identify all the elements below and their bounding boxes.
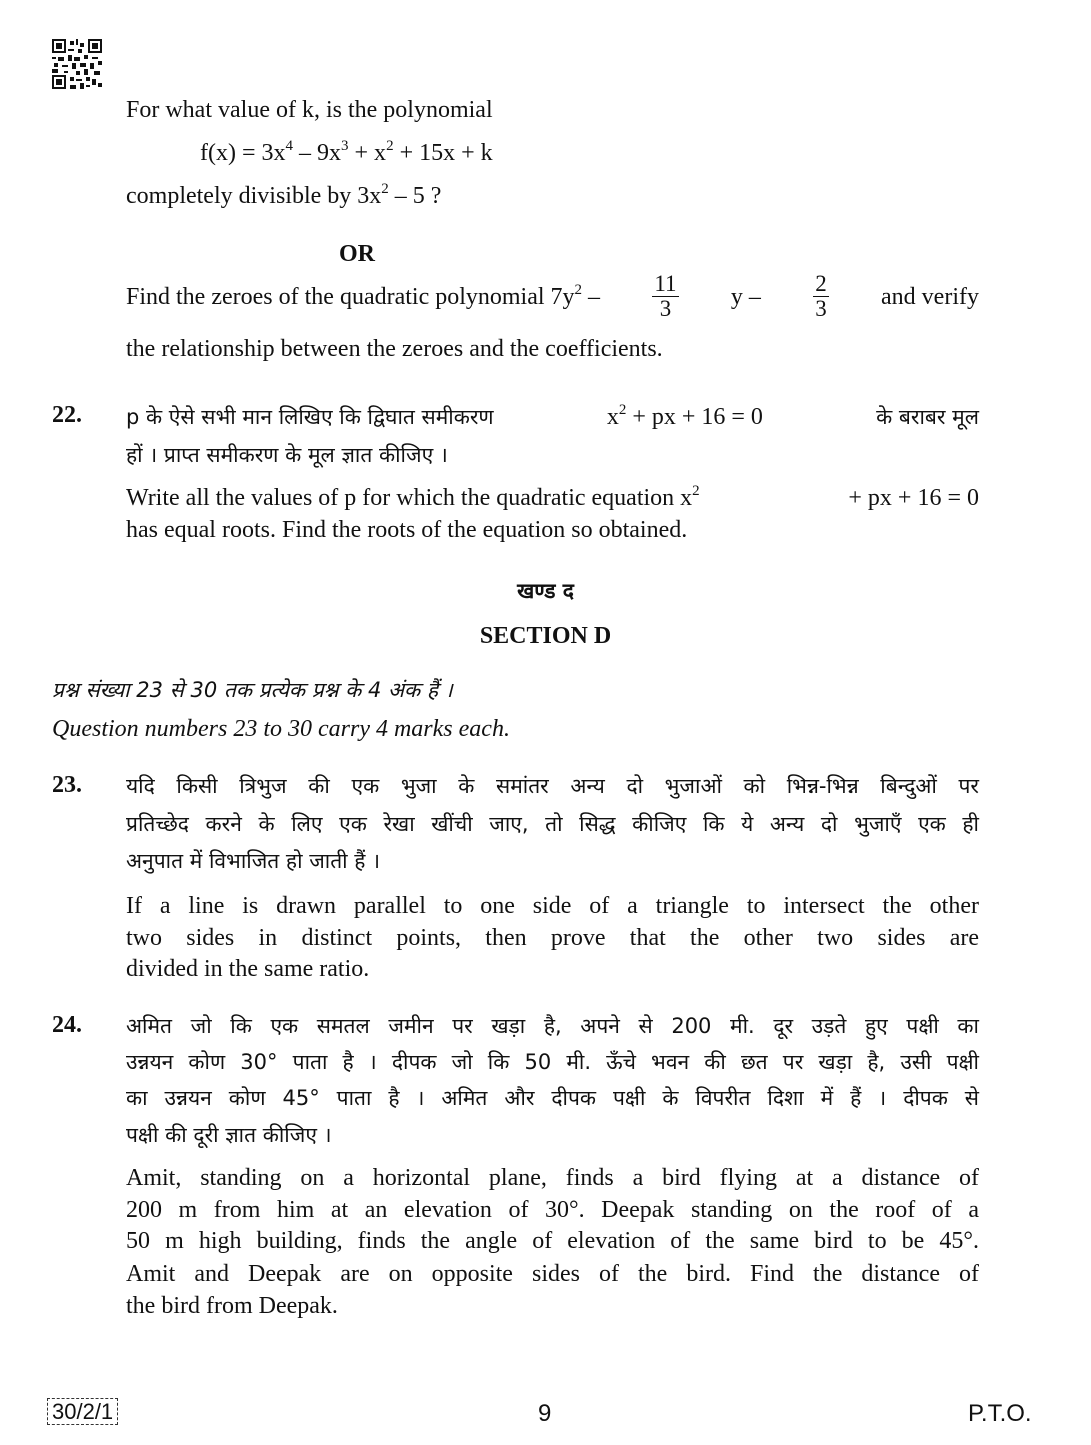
question-number-24: 24. <box>52 1012 82 1038</box>
poly-part: f(x) = 3x <box>200 140 286 166</box>
paper-code <box>47 1398 118 1426</box>
question-number-22: 22. <box>52 402 82 428</box>
q22-english-line2: has equal roots. Find the roots of the equation so obtained. <box>126 517 688 543</box>
q22-english-line1 <box>126 482 979 514</box>
poly-part: + 15x + k <box>393 140 493 166</box>
section-english-note: Question numbers 23 to 30 carry 4 marks each. <box>52 716 510 742</box>
q22-english-text: Write all the values of p for which the quadratic equation $x^2$ <box>126 483 700 511</box>
fraction-11-3: $\frac{11}{3}$ <box>654 271 677 321</box>
q23-hindi-line2: प्रतिच्छेद करने के लिए एक रेखा खींची जाए, तो सिद्ध कीजिए कि ये अन्य दो भुजाएँ एक ही <box>126 812 979 836</box>
q21-alternative-line2: the relationship between the zeroes and the coefficients. <box>126 336 663 362</box>
q21-alternative-line1 <box>126 272 979 321</box>
alt-end-text: and verify <box>881 283 979 310</box>
q21-intro: For what value of k, is the polynomial <box>126 97 493 123</box>
section-english-title: SECTION D <box>479 623 612 649</box>
q24-english-line3: 50 m high building, finds the angle of elevation of the same bird to be 45°. <box>126 1228 979 1254</box>
divisor-text: completely divisible by 3x <box>126 183 382 209</box>
q24-english-line2: 200 m from him at an elevation of 30°. Deepak standing on the roof of a <box>126 1197 979 1223</box>
alt-text: Find the zeroes of the quadratic polynomial $7y^2$ – <box>126 281 601 310</box>
q23-hindi-line3: अनुपात में विभाजित हो जाती हैं । <box>126 849 381 873</box>
or-label: OR <box>339 241 375 267</box>
poly-exp: 3 <box>341 138 349 154</box>
poly-part: + x <box>348 140 387 166</box>
q22-hindi-line1 <box>126 401 979 433</box>
q22-hindi-text: p के ऐसे सभी मान लिखिए कि द्विघात समीकरण <box>126 405 494 429</box>
q21-divisor <box>126 180 441 212</box>
q24-english-line1: Amit, standing on a horizontal plane, finds a bird flying at a distance of <box>126 1165 979 1191</box>
poly-exp: 2 <box>386 138 394 154</box>
q23-english-line2: two sides in distinct points, then prove that the other two sides are <box>126 925 979 951</box>
divisor-text: – 5 ? <box>388 183 442 209</box>
poly-exp: 4 <box>285 138 294 154</box>
question-number-23: 23. <box>52 772 82 798</box>
q24-hindi-line3: का उन्नयन कोण 45° पाता है । अमित और दीपक पक्षी के विपरीत दिशा में हैं । दीपक से <box>126 1086 979 1110</box>
q23-hindi-line1: यदि किसी त्रिभुज की एक भुजा के समांतर अन्य दो भुजाओं को भिन्न-भिन्न बिन्दुओं पर <box>126 774 979 798</box>
alt-y-text: y – <box>730 283 761 310</box>
q24-english-line4: Amit and Deepak are on opposite sides of the bird. Find the distance of <box>126 1261 979 1287</box>
q24-hindi-line2: उन्नयन कोण 30° पाता है । दीपक जो कि 50 मी. ऊँचे भवन की छत पर खड़ा है, उसी पक्षी <box>126 1050 979 1074</box>
section-hindi-note: प्रश्न संख्या 23 से 30 तक प्रत्येक प्रश्न के 4 अंक हैं । <box>52 678 453 702</box>
paper-code-box: 30/2/1 <box>47 1398 118 1425</box>
poly-part: – 9x <box>293 140 342 166</box>
divisor-exp: 2 <box>381 181 389 197</box>
q22-hindi-line2: हों । प्राप्त समीकरण के मूल ज्ञात कीजिए । <box>126 443 448 467</box>
q22-hindi-equation: $x^2$ + px + 16 = 0 <box>606 402 763 430</box>
q22-english-equation: + px + 16 = 0 <box>848 485 979 511</box>
q24-hindi-line4: पक्षी की दूरी ज्ञात कीजिए । <box>126 1123 332 1147</box>
page-number: 9 <box>538 1400 552 1427</box>
q24-english-line5: the bird from Deepak. <box>126 1293 338 1319</box>
qr-code <box>52 39 102 89</box>
q23-english-line3: divided in the same ratio. <box>126 956 370 982</box>
q21-polynomial <box>200 137 493 169</box>
pto-label: P.T.O. <box>968 1400 1032 1427</box>
section-hindi-title: खण्ड द <box>517 579 574 603</box>
fraction-2-3: $\frac{2}{3}$ <box>815 271 827 321</box>
q23-english-line1: If a line is drawn parallel to one side of a triangle to intersect the other <box>126 893 979 919</box>
q22-hindi-text-end: के बराबर मूल <box>876 405 979 429</box>
q24-hindi-line1: अमित जो कि एक समतल जमीन पर खड़ा है, अपने से 200 मी. दूर उड़ते हुए पक्षी का <box>126 1014 979 1038</box>
